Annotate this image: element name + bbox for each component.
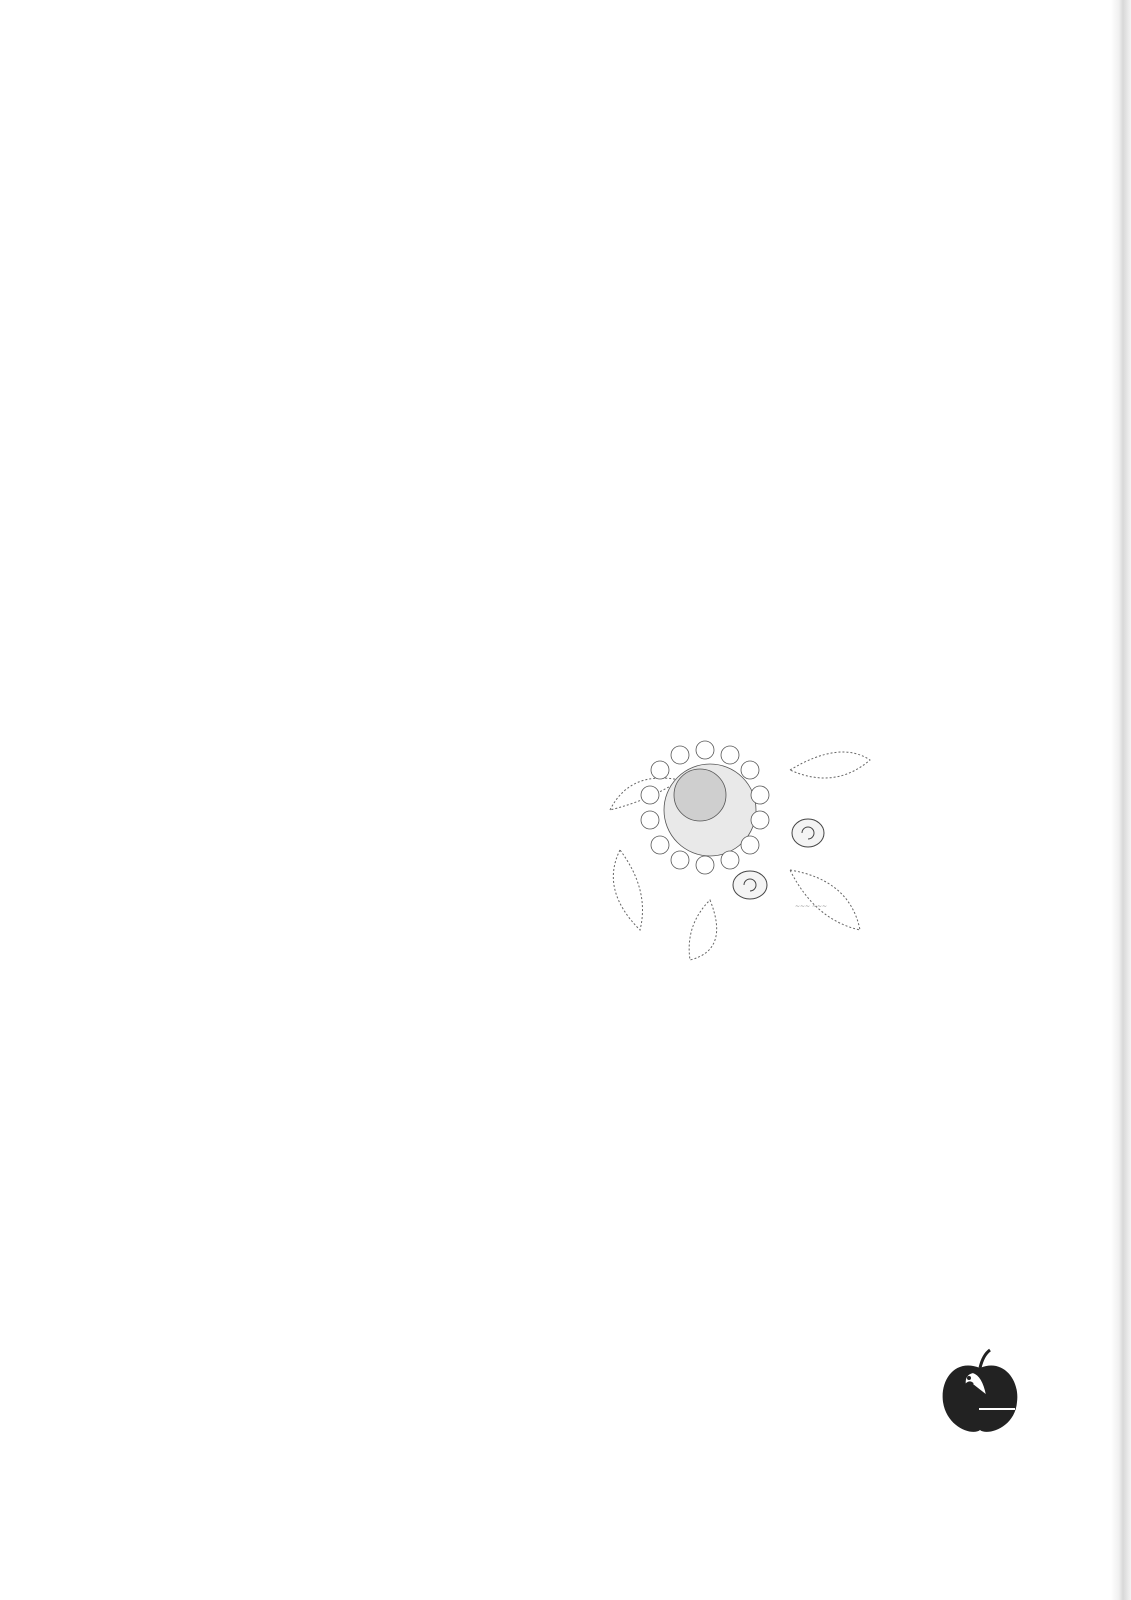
page-edge-shadow	[1111, 0, 1131, 1600]
hydrangea-snail-illustration	[590, 700, 880, 970]
apple-worm-icon	[935, 1340, 1025, 1440]
illustration-signature: ~~~ ~~~	[795, 903, 828, 910]
